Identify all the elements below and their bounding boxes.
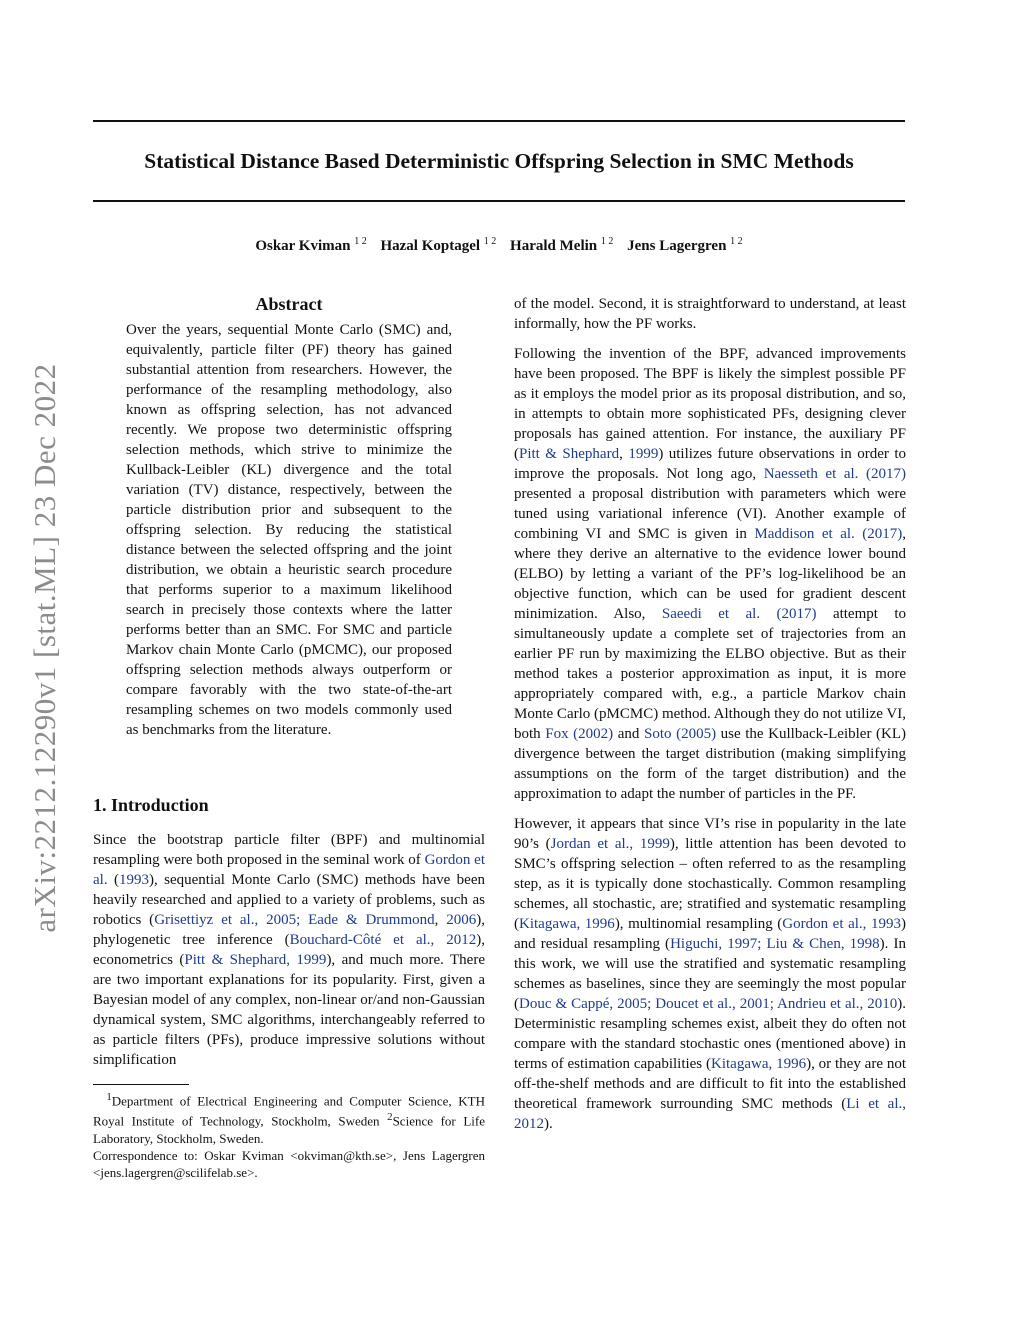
text-run: However, it appears that since VI’s rise in popularity in the late 90’s ( xyxy=(514,816,906,852)
author-list xyxy=(93,236,905,255)
citation-link[interactable]: 2006 xyxy=(446,912,477,928)
citation-link[interactable]: 1993 xyxy=(118,872,149,888)
intro-paragraph xyxy=(93,830,485,1070)
citation-link[interactable]: Kitagawa, 1996 xyxy=(519,916,615,932)
paragraph xyxy=(514,814,906,1134)
footnote-text: Science for Life Laboratory, Stockholm, Sweden. xyxy=(93,1113,485,1146)
citation-link[interactable]: Grisettiyz et al., 2005; Eade & Drummond xyxy=(154,912,435,928)
text-run: ), sequential Monte Carlo (SMC) methods have been heavily researched and applied to a variety of problems, such as robotics ( xyxy=(93,872,485,928)
author-name: Hazal Koptagel xyxy=(380,238,481,254)
abstract-text: Over the years, sequential Monte Carlo (SMC) and, equivalently, particle filter (PF) theory has gained substantial attention from researchers. However, the performance of the resampling methodology, also known as offspring selection, has not advanced recently. We propose two deterministic offspring selection methods, which strive to minimize the Kullback-Leibler (KL) divergence and the total variation (TV) distance, respectively, between the particle distribution prior and subsequent to the offspring selection. By reducing the statistical distance between the selected offspring and the joint distribution, we obtain a heuristic search procedure that performs superior to a maximum likelihood search in precisely those contexts where the latter performs better than an SMC. For SMC and particle Markov chain Monte Carlo (pMCMC), our proposed offspring selection methods always outperform or compare favorably with the two state-of-the-art resampling schemes on two models commonly used as benchmarks from the literature. xyxy=(126,322,452,738)
author-affiliation: 1 2 xyxy=(354,236,367,247)
author-affiliation: 1 2 xyxy=(483,236,497,247)
text-run: attempt to simultaneously update a complete set of trajectories from an earlier PF run by maximizing the ELBO objective. But as their method takes a posterior approximation as input, it is more appropriately compared with, e.g., a particle Markov chain Monte Carlo (pMCMC) method. Although they do not utilize VI, both xyxy=(514,606,907,742)
footnote-mark: 1 xyxy=(106,1091,112,1103)
title-rule-bottom xyxy=(93,200,905,202)
author xyxy=(510,238,613,254)
text-run: ( xyxy=(107,872,119,888)
citation-link[interactable]: Saeedi et al. (2017) xyxy=(661,606,817,622)
title-rule-top xyxy=(93,120,905,122)
citation-link[interactable]: Gordon et al. xyxy=(93,852,486,888)
citation-link[interactable]: Naesseth et al. (2017) xyxy=(763,466,906,482)
citation-link[interactable]: Pitt & Shephard xyxy=(519,446,620,462)
footnote-correspondence: Correspondence to: Oskar Kviman <okviman@kth.se>, Jens Lagergren <jens.lagergren@scilifelab.se>. xyxy=(93,1147,485,1180)
citation-link[interactable]: Bouchard-Côté et al., 2012 xyxy=(289,932,477,948)
text-run: Since the bootstrap particle filter (BPF) and multinomial resampling were both proposed in the seminal work of xyxy=(93,832,485,868)
citation-link[interactable]: Fox (2002) xyxy=(545,726,614,742)
author-name: Jens Lagergren xyxy=(627,238,727,254)
section-heading: 1. Introduction xyxy=(93,795,209,815)
text-run: ) and residual resampling ( xyxy=(514,916,906,952)
introduction-section xyxy=(93,792,485,1181)
citation-link[interactable]: Soto (2005) xyxy=(644,726,717,742)
author xyxy=(380,238,496,254)
paragraph xyxy=(514,344,906,804)
footnote-mark: 2 xyxy=(387,1111,393,1124)
text-run: ), and much more. There are two important explanations for its popularity. First, given a Bayesian model of any complex, non-linear or/and non-Gaussian dynamical system, SMC algorithms, interchangeably referred to as particle filters (PFs), produce impressive solutions without simplification xyxy=(93,952,485,1068)
footnote-rule xyxy=(93,1084,189,1085)
text-run: , xyxy=(619,446,629,462)
author xyxy=(627,238,743,254)
citation-link[interactable]: Higuchi, 1997; Liu & Chen, 1998 xyxy=(670,936,880,952)
text-run: ), multinomial resampling ( xyxy=(614,916,783,932)
footnote-text: Department of Electrical Engineering and Computer Science, KTH Royal Institute of Technology, Stockholm, Sweden xyxy=(93,1093,485,1129)
text-run: ), phylogenetic tree inference ( xyxy=(93,912,486,948)
citation-link[interactable]: 1999 xyxy=(628,446,659,462)
author-name: Harald Melin xyxy=(510,238,598,254)
citation-link[interactable]: Li et al., 2012 xyxy=(514,1096,906,1132)
text-run: and xyxy=(613,726,644,742)
citation-link[interactable]: Gordon et al., 1993 xyxy=(782,916,901,932)
text-run: use the Kullback-Leibler (KL) divergence between the target distribution (making simplifying assumptions on the form of the target distribution) and the approximation to adapt the number of particles in the PF. xyxy=(514,726,907,802)
paper-title: Statistical Distance Based Deterministic Offspring Selection in SMC Methods xyxy=(144,149,854,173)
text-run: presented a proposal distribution with parameters which were tuned using variational inference (VI). Another example of combining VI and SMC is given in xyxy=(514,486,906,542)
author-affiliation: 1 2 xyxy=(730,236,743,247)
text-run: Following the invention of the BPF, advanced improvements have been proposed. The BPF is likely the simplest possible PF as it employs the model prior as its proposal distribution, and so, in attempts to obtain more sophisticated PFs, designing clever proposals has gained attention. For instance, the auxiliary PF ( xyxy=(514,346,906,462)
author-name: Oskar Kviman xyxy=(255,238,351,254)
citation-link[interactable]: Pitt & Shephard, 1999 xyxy=(184,952,327,968)
abstract-heading: Abstract xyxy=(255,294,323,314)
citation-link[interactable]: Douc & Cappé, 2005; Doucet et al., 2001; Andrieu et al., 2010 xyxy=(519,996,898,1012)
text-run: ), little attention has been devoted to SMC’s offspring selection – often referred to as the resampling step, as it is typically done stochastically. Common resampling schemes, all stochastic, are; stratified and systematic resampling ( xyxy=(514,836,907,932)
text-run: ). Deterministic resampling schemes exist, albeit they do often not compare with the standard stochastic ones (mentioned above) in terms of estimation capabilities ( xyxy=(514,996,906,1072)
text-run: ), or they are not off-the-shelf methods and are difficult to fit into the established theoretical framework surrounding SMC methods ( xyxy=(514,1056,906,1112)
citation-link[interactable]: Jordan et al., 1999 xyxy=(550,836,670,852)
text-run: ), econometrics ( xyxy=(93,932,485,968)
abstract-section xyxy=(126,292,452,740)
right-column xyxy=(514,294,906,1144)
text-run: ). In this work, we will use the stratified and systematic resampling schemes as baselines, since they are seemingly the most popular ( xyxy=(514,936,907,1012)
text-run: , where they derive an alternative to the evidence lower bound (ELBO) by letting a variant of the PF’s log-likelihood be an objective function, which can be used for gradient descent minimization. Also, xyxy=(514,526,907,622)
text-run: ). xyxy=(544,1116,553,1132)
text-run: ) utilizes future observations in order to improve the proposals. Not long ago, xyxy=(514,446,907,482)
author xyxy=(255,238,366,254)
citation-link[interactable]: Maddison et al. (2017) xyxy=(754,526,903,542)
footnote-affiliations xyxy=(93,1089,485,1147)
author-affiliation: 1 2 xyxy=(600,236,614,247)
citation-link[interactable]: Kitagawa, 1996 xyxy=(711,1056,807,1072)
paragraph: of the model. Second, it is straightforward to understand, at least informally, how the PF works. xyxy=(514,296,906,332)
arxiv-stamp: arXiv:2212.12290v1 [stat.ML] 23 Dec 2022 xyxy=(27,363,62,933)
text-run: , xyxy=(434,912,447,928)
